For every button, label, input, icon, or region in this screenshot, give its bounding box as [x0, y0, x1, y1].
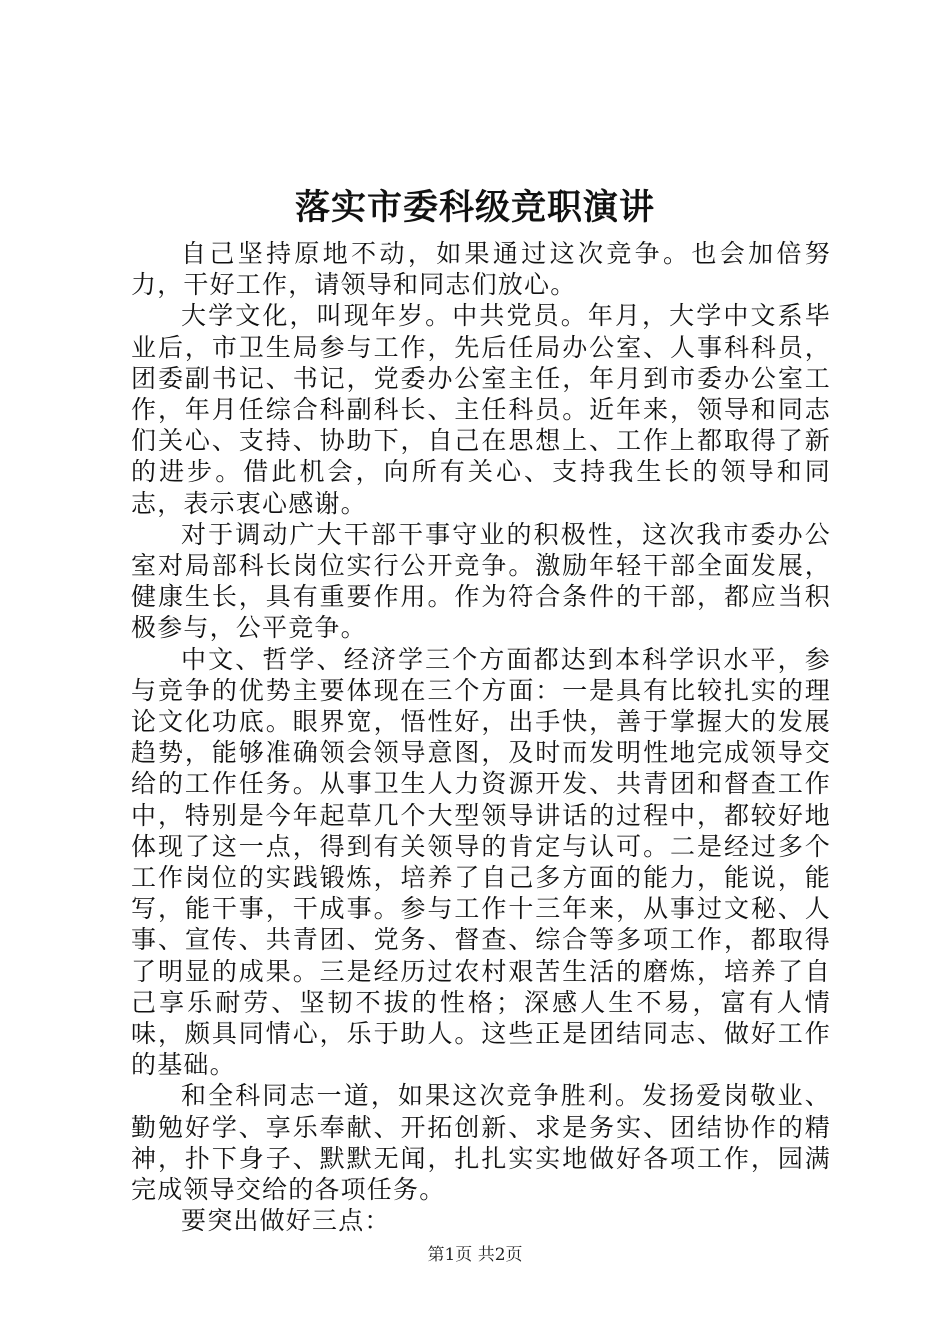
paragraph: 自己坚持原地不动，如果通过这次竞争。也会加倍努力，干好工作，请领导和同志们放心。: [131, 239, 831, 300]
paragraph: 和全科同志一道，如果这次竞争胜利。发扬爱岗敬业、勤勉好学、享乐奉献、开拓创新、求是务实、团结协作的精神，扑下身子、默默无闻，扎扎实实地做好各项工作，园满完成领导交给的各项任务。: [131, 1081, 831, 1205]
paragraph: 对于调动广大干部干事守业的积极性，这次我市委办公室对局部科长岗位实行公开竞争。激励年轻干部全面发展，健康生长，具有重要作用。作为符合条件的干部，都应当积极参与，公平竞争。: [131, 519, 831, 643]
paragraph: 要突出做好三点：: [181, 1206, 391, 1236]
paragraph: 大学文化，叫现年岁。中共党员。年月，大学中文系毕业后，市卫生局参与工作，先后任局办公室、人事科科员，团委副书记、书记，党委办公室主任，年月到市委办公室工作，年月任综合科副科长、主任科员。近年来，领导和同志们关心、支持、协助下，自己在思想上、工作上都取得了新的进步。借此机会，向所有关心、支持我生长的领导和同志，表示衷心感谢。: [131, 301, 831, 518]
document-body: [131, 238, 831, 1237]
page-footer: 第1页 共2页: [427, 1245, 523, 1265]
paragraph: 中文、哲学、经济学三个方面都达到本科学识水平，参与竞争的优势主要体现在三个方面：一是具有比较扎实的理论文化功底。眼界宽，悟性好，出手快，善于掌握大的发展趋势，能够准确领会领导意图，及时而发明性地完成领导交给的工作任务。从事卫生人力资源开发、共青团和督查工作中，特别是今年起草几个大型领导讲话的过程中，都较好地体现了这一点，得到有关领导的肯定与认可。二是经过多个工作岗位的实践锻炼，培养了自己多方面的能力，能说，能写，能干事，干成事。参与工作十三年来，从事过文秘、人事、宣传、共青团、党务、督查、综合等多项工作，都取得了明显的成果。三是经历过农村艰苦生活的磨炼，培养了自己享乐耐劳、坚韧不拔的性格；深感人生不易，富有人情味，颇具同情心，乐于助人。这些正是团结同志、做好工作的基础。: [131, 644, 831, 1080]
document-title: 落实市委科级竞职演讲: [294, 187, 655, 228]
